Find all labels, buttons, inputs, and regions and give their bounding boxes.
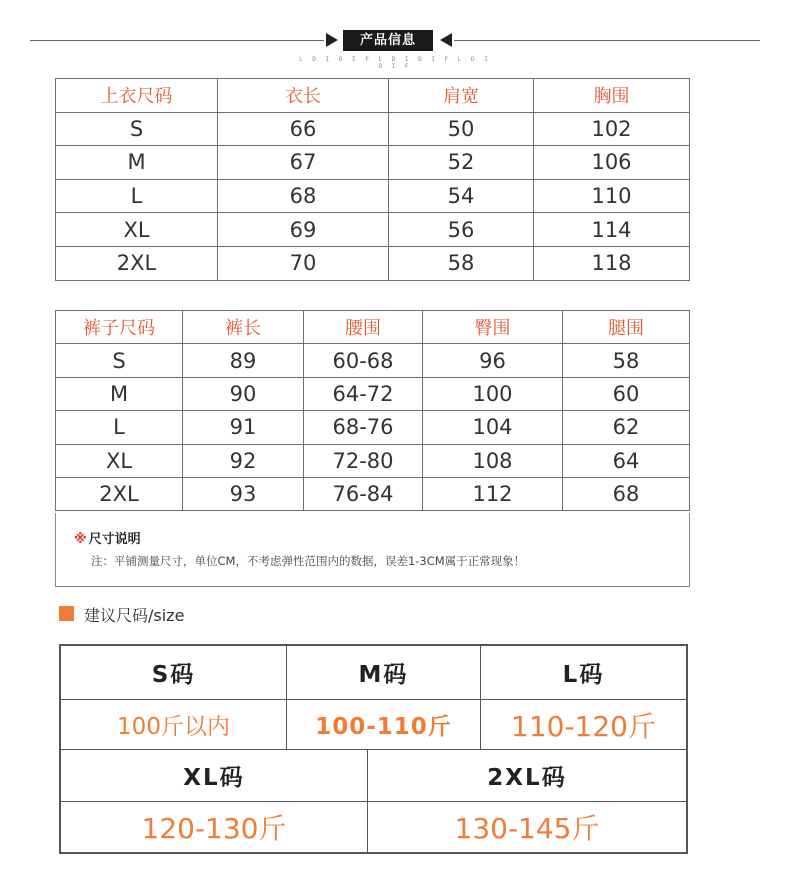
table-cell: 89 [183,344,304,377]
table-cell: 91 [183,411,304,444]
table-cell: 92 [183,444,304,477]
note-title-text: 尺寸说明 [88,532,141,547]
table-cell: 100 [423,377,563,410]
table-cell: 2XL [56,246,218,280]
table-header-row [56,311,690,344]
note-text: 注：平铺测量尺寸，单位CM，不考虑弹性范围内的数据，误差1-3CM属于正常现象！ [91,554,526,568]
table-row [56,246,690,280]
table-cell: 64-72 [304,377,423,410]
table-cell: 68 [218,179,389,213]
size-note-box [55,513,690,587]
table-cell: 93 [183,477,304,510]
table-cell: 112 [423,477,563,510]
weight-range-2xl: 130-145斤 [454,812,600,845]
table-row [56,179,690,213]
header-cell: 衣长 [218,79,389,113]
table-cell: 2XL [56,477,183,510]
table-cell: 66 [218,112,389,146]
table-cell: 58 [563,344,690,377]
table-cell: 104 [423,411,563,444]
table-cell: 70 [218,246,389,280]
header-cell: 臀围 [423,311,563,344]
table-cell: 58 [389,246,534,280]
size-label-s: S码 [151,662,196,688]
table-row [56,112,690,146]
table-cell: 52 [389,146,534,180]
table-cell: M [56,377,183,410]
table-row [56,377,690,410]
table-cell: L [56,411,183,444]
table-cell: 56 [389,213,534,247]
table-row [56,444,690,477]
size-label-2xl: 2XL码 [487,765,567,791]
table-cell: 108 [423,444,563,477]
reference-mark-icon: ※ [74,532,87,547]
table-cell: 90 [183,377,304,410]
size-label-l: L码 [562,662,605,688]
table-cell: 72-80 [304,444,423,477]
header-cell: 腿围 [563,311,690,344]
pants-size-table [55,310,690,511]
size-label-m: M码 [358,662,409,688]
table-row [56,146,690,180]
table-cell: 60-68 [304,344,423,377]
table-cell: 54 [389,179,534,213]
suggestion-title: 建议尺码/size [84,606,185,625]
table-cell: 64 [563,444,690,477]
table-row [56,477,690,510]
table-cell: 67 [218,146,389,180]
weight-range-xl: 120-130斤 [141,812,287,845]
header-cell: 裤子尺码 [56,311,183,344]
orange-square-icon [59,606,74,621]
table-cell: 60 [563,377,690,410]
note-title [74,528,141,547]
table-cell: M [56,146,218,180]
table-cell: 62 [563,411,690,444]
table-cell: 106 [534,146,690,180]
table-cell: 110 [534,179,690,213]
table-cell: 96 [423,344,563,377]
header-cell: 肩宽 [389,79,534,113]
header-rule-left [30,40,324,41]
table-cell: S [56,344,183,377]
table-cell: 118 [534,246,690,280]
header-cell: 腰围 [304,311,423,344]
table-cell: 50 [389,112,534,146]
header-cell: 胸围 [534,79,690,113]
table-cell: 68-76 [304,411,423,444]
table-row [56,213,690,247]
arrow-right-icon [326,33,338,47]
header-cell: 上衣尺码 [56,79,218,113]
header-rule-right [454,40,760,41]
suggested-size-grid [59,644,688,854]
size-label-xl: XL码 [183,765,245,791]
weight-range-s: 100斤以内 [117,714,230,740]
table-cell: XL [56,213,218,247]
table-row [56,411,690,444]
arrow-left-icon [440,33,452,47]
table-cell: 102 [534,112,690,146]
table-row [56,344,690,377]
top-size-table [55,78,690,281]
table-header-row [56,79,690,113]
table-cell: XL [56,444,183,477]
table-cell: L [56,179,218,213]
section-title: 产品信息 [343,30,433,51]
table-cell: 76-84 [304,477,423,510]
header-cell: 裤长 [183,311,304,344]
table-cell: 69 [218,213,389,247]
table-cell: S [56,112,218,146]
weight-range-l: 110-120斤 [511,709,656,743]
section-subtitle: L D I O I F L D I D I F L D I O I F [299,56,491,70]
table-cell: 114 [534,213,690,247]
table-cell: 68 [563,477,690,510]
weight-range-m: 100-110斤 [315,714,452,740]
